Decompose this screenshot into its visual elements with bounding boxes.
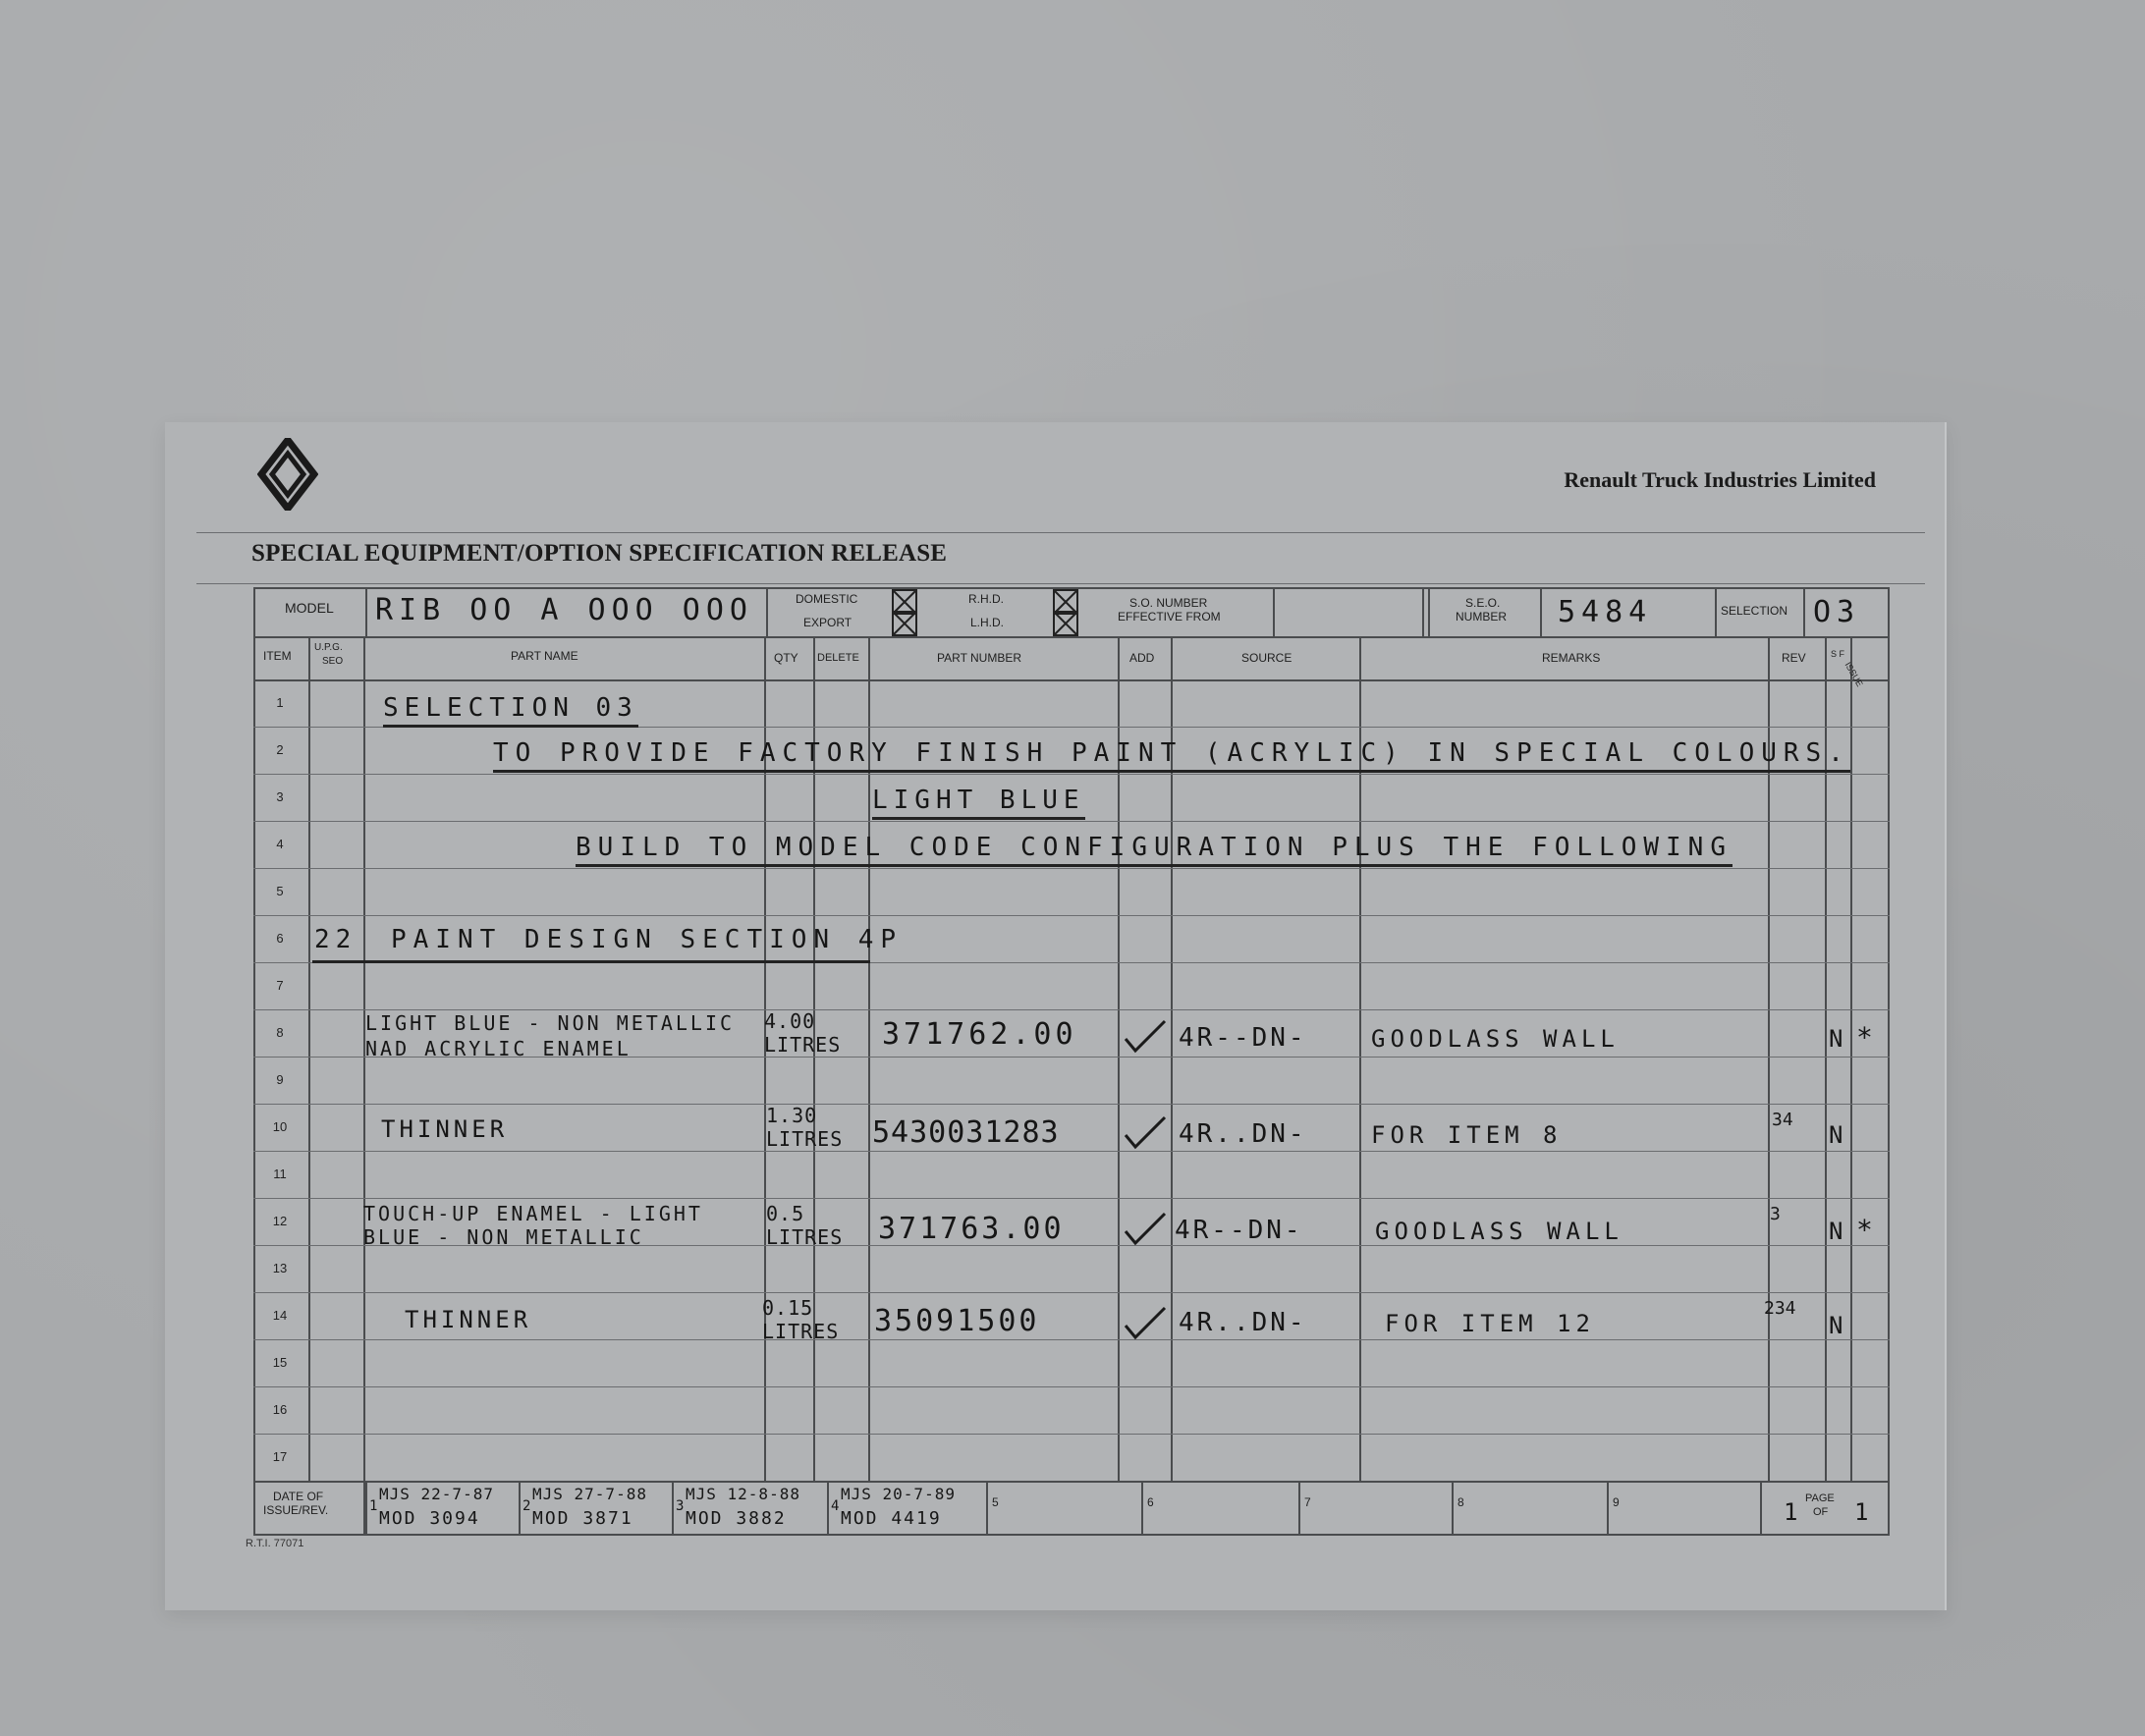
note-paint-design: PAINT DESIGN SECTION 4P [391, 925, 904, 954]
item-14-qty: 0.15 [762, 1296, 814, 1320]
seo-number-value: 5484 [1558, 595, 1653, 629]
item-10-source: 4R..DN- [1179, 1119, 1307, 1149]
item-12-part-number: 371763.00 [878, 1212, 1065, 1246]
so-number-label: S.O. NUMBER [1129, 596, 1208, 610]
item-8-sf: N [1829, 1025, 1843, 1053]
item-14-qty-unit: LITRES [762, 1320, 840, 1343]
col-div-upg [363, 636, 365, 1534]
row-line [253, 1198, 1890, 1199]
export-checkbox[interactable] [892, 611, 917, 636]
effective-from-label: EFFECTIVE FROM [1118, 610, 1221, 624]
issue-number: 4 [831, 1498, 840, 1514]
issue-signature: MJS 27-7-88 [532, 1485, 647, 1503]
col-header-delete: DELETE [817, 652, 859, 664]
note-build-to-model: BUILD TO MODEL CODE CONFIGURATION PLUS THE FOLLOWING [576, 833, 1732, 867]
item-12-name-line1: TOUCH-UP ENAMEL - LIGHT [363, 1202, 703, 1225]
page-label: PAGE [1805, 1492, 1835, 1504]
issue-number: 1 [369, 1498, 378, 1514]
grid-bottom [253, 1481, 1890, 1483]
footer-slot-divider [519, 1481, 521, 1534]
item-12-qty-unit: LITRES [766, 1225, 844, 1249]
item-8-qty: 4.00 [764, 1009, 816, 1033]
domestic-label: DOMESTIC [796, 592, 858, 606]
item-14-name: THINNER [405, 1306, 532, 1333]
item-12-remarks: GOODLASS WALL [1375, 1218, 1623, 1245]
row-line [253, 1104, 1890, 1105]
page-total: 1 [1854, 1498, 1869, 1526]
note-upg-22: 22 [314, 925, 358, 954]
col-header-item: ITEM [263, 649, 292, 663]
footer-slot-divider [986, 1481, 988, 1534]
item-10-qty-unit: LITRES [766, 1127, 844, 1151]
row-number: 9 [276, 1072, 284, 1087]
item-8-source: 4R--DN- [1179, 1023, 1307, 1053]
item-10-add-tick-icon [1122, 1113, 1169, 1151]
hdr-div-seo-a [1422, 587, 1424, 636]
rhd-label: R.H.D. [968, 592, 1004, 606]
item-14-add-tick-icon [1122, 1304, 1169, 1341]
col-header-sf: S F [1831, 649, 1845, 659]
row-line [253, 1386, 1890, 1387]
item-10-sf: N [1829, 1121, 1843, 1149]
export-label: EXPORT [803, 616, 852, 629]
row-line [253, 1151, 1890, 1152]
issue-mod-number: MOD 3871 [532, 1508, 633, 1529]
form-title: SPECIAL EQUIPMENT/OPTION SPECIFICATION RELEASE [251, 540, 948, 567]
form-code: R.T.I. 77071 [246, 1538, 304, 1549]
row-line [253, 868, 1890, 869]
selection-value: O3 [1813, 595, 1861, 629]
col-header-part-name: PART NAME [511, 649, 578, 663]
item-8-qty-unit: LITRES [764, 1033, 842, 1057]
row-number: 10 [272, 1119, 288, 1134]
item-12-qty: 0.5 [766, 1202, 805, 1225]
col-header-remarks: REMARKS [1542, 651, 1601, 665]
row-line [253, 774, 1890, 775]
footer-slot-divider [827, 1481, 829, 1534]
hdr-div-model [365, 587, 367, 636]
issue-signature: MJS 22-7-87 [379, 1485, 494, 1503]
column-header-bottom [253, 679, 1890, 681]
row-line [253, 1009, 1890, 1010]
hdr-div-so [1273, 587, 1275, 636]
issue-signature: MJS 20-7-89 [841, 1485, 956, 1503]
item-8-name-line1: LIGHT BLUE - NON METALLIC [365, 1011, 736, 1035]
footer-slot-divider [1760, 1481, 1762, 1534]
issue-slot-number: 8 [1458, 1495, 1464, 1509]
selection-label: SELECTION [1721, 604, 1788, 618]
hdr-div-seo-b [1428, 587, 1430, 636]
footer-slot-divider [1452, 1481, 1454, 1534]
page-number: 1 [1784, 1498, 1798, 1526]
col-header-rev: REV [1782, 651, 1806, 665]
col-header-issue: ISSUE [1842, 660, 1865, 688]
item-8-add-tick-icon [1122, 1017, 1169, 1055]
item-14-remarks: FOR ITEM 12 [1385, 1310, 1595, 1337]
footer-slot-divider [672, 1481, 674, 1534]
row-line [253, 915, 1890, 916]
issue-rev-label: ISSUE/REV. [263, 1503, 329, 1517]
row-number: 4 [276, 837, 284, 851]
row-line [253, 1339, 1890, 1340]
item-8-mark: * [1856, 1021, 1873, 1054]
item-10-remarks: FOR ITEM 8 [1371, 1121, 1563, 1149]
item-10-qty: 1.30 [766, 1104, 818, 1127]
footer-slot-divider [1607, 1481, 1609, 1534]
model-value: RIB OO A OOO OOO [375, 593, 753, 627]
col-div-item [308, 636, 310, 1481]
col-header-part-number: PART NUMBER [937, 651, 1022, 665]
row-number: 14 [272, 1308, 288, 1323]
note-paint-design-underline [312, 960, 870, 963]
issue-mod-number: MOD 3094 [379, 1508, 480, 1529]
seo-number-label: NUMBER [1456, 610, 1508, 624]
item-10-rev: 34 [1772, 1110, 1793, 1130]
item-12-source: 4R--DN- [1175, 1216, 1303, 1245]
issue-slot-number: 9 [1613, 1495, 1620, 1509]
footer-bottom [253, 1534, 1890, 1536]
company-name: Renault Truck Industries Limited [1564, 467, 1876, 492]
hdr-div-seo-val [1540, 587, 1542, 636]
issue-number: 2 [522, 1498, 531, 1514]
row-number: 15 [272, 1355, 288, 1370]
issue-slot-number: 7 [1304, 1495, 1311, 1509]
row-number: 8 [276, 1025, 284, 1040]
issue-mod-number: MOD 3882 [686, 1508, 787, 1529]
row-number: 13 [272, 1261, 288, 1275]
issue-number: 3 [676, 1498, 685, 1514]
col-header-source: SOURCE [1241, 651, 1292, 665]
note-provide-paint: TO PROVIDE FACTORY FINISH PAINT (ACRYLIC) IN SPECIAL COLOURS. [493, 738, 1850, 773]
row-number: 11 [273, 1166, 287, 1181]
col-header-upg: U.P.G. [314, 642, 343, 653]
grid-right [1888, 587, 1890, 1534]
row-number: 2 [276, 742, 284, 757]
row-number: 6 [276, 931, 284, 946]
item-12-mark: * [1856, 1214, 1873, 1246]
row-line [253, 821, 1890, 822]
note-selection: SELECTION 03 [383, 693, 638, 728]
item-14-rev: 234 [1764, 1298, 1796, 1319]
footer-slot-divider [365, 1481, 367, 1534]
col-header-upg-seo: SEO [322, 656, 344, 667]
row-number: 1 [276, 695, 284, 710]
col-header-qty: QTY [774, 651, 798, 665]
item-14-part-number: 35091500 [874, 1304, 1040, 1338]
item-8-remarks: GOODLASS WALL [1371, 1025, 1620, 1053]
title-rule [196, 583, 1925, 584]
item-8-name-line2: NAD ACRYLIC ENAMEL [365, 1037, 632, 1060]
row-number: 16 [272, 1402, 288, 1417]
col-header-add: ADD [1129, 651, 1155, 665]
note-light-blue: LIGHT BLUE [872, 786, 1085, 820]
item-12-rev: 3 [1770, 1204, 1781, 1224]
footer-slot-divider [1141, 1481, 1143, 1534]
col-div-sf [1850, 636, 1852, 1481]
page-of-label: OF [1813, 1506, 1829, 1518]
item-10-part-number: 5430031283 [872, 1115, 1060, 1150]
row-line [253, 1434, 1890, 1435]
issue-slot-number: 5 [992, 1495, 999, 1509]
row-number: 17 [272, 1449, 288, 1464]
row-number: 5 [276, 884, 284, 898]
item-12-add-tick-icon [1122, 1210, 1169, 1247]
item-14-source: 4R..DN- [1179, 1308, 1307, 1337]
hdr-div-domestic [766, 587, 768, 636]
row-line [253, 1292, 1890, 1293]
issue-signature: MJS 12-8-88 [686, 1485, 800, 1503]
renault-logo [257, 438, 318, 511]
seo-label: S.E.O. [1465, 596, 1501, 610]
issue-mod-number: MOD 4419 [841, 1508, 942, 1529]
row-number: 12 [272, 1214, 288, 1228]
item-12-sf: N [1829, 1218, 1843, 1245]
date-of-label: DATE OF [273, 1490, 324, 1503]
issue-slot-number: 6 [1147, 1495, 1154, 1509]
row-number: 7 [276, 978, 284, 993]
hdr-div-sel-b [1803, 587, 1805, 636]
item-12-name-line2: BLUE - NON METALLIC [363, 1225, 644, 1249]
item-10-name: THINNER [381, 1115, 509, 1143]
top-rule [196, 532, 1925, 533]
item-14-sf: N [1829, 1312, 1843, 1339]
lhd-checkbox[interactable] [1053, 611, 1078, 636]
item-8-part-number: 371762.00 [882, 1017, 1077, 1052]
model-label: MODEL [285, 600, 334, 616]
row-number: 3 [276, 789, 284, 804]
header-row-bottom [253, 636, 1890, 638]
grid-left [253, 587, 255, 1534]
hdr-div-sel-a [1715, 587, 1717, 636]
lhd-label: L.H.D. [970, 616, 1005, 629]
footer-slot-divider [1298, 1481, 1300, 1534]
